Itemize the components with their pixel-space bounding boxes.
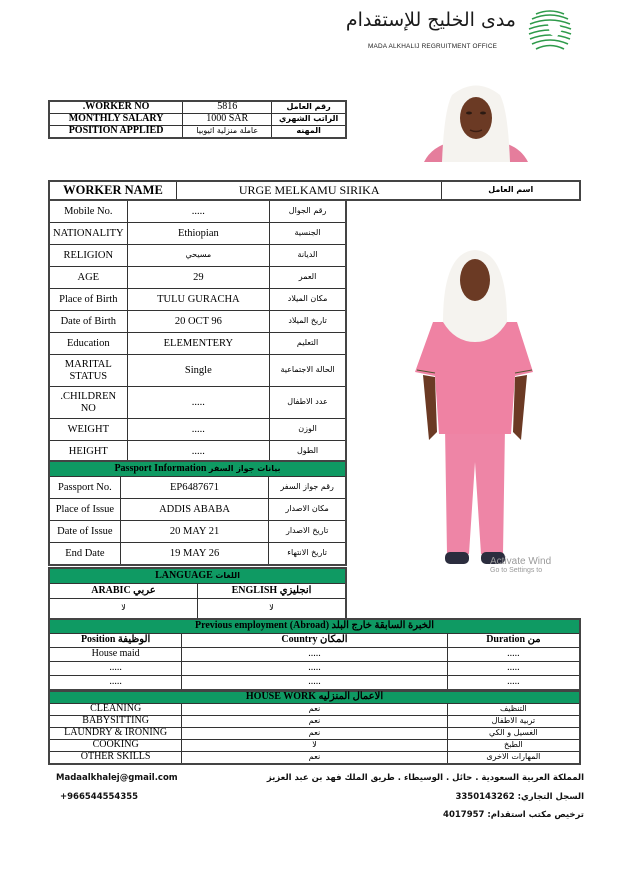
column-header-country: Country المكان [182, 634, 448, 648]
skill-value: لا [182, 740, 448, 752]
activate-windows-watermark [490, 556, 551, 574]
info-label-ar: عدد الاطفال [270, 387, 346, 419]
employment-row [49, 676, 580, 691]
skill-value: نعم [182, 716, 448, 728]
position-cell: ..... [49, 662, 182, 676]
position-cell: House maid [49, 648, 182, 662]
skill-value: نعم [182, 728, 448, 740]
nationality-value: Ethiopian [127, 223, 270, 245]
salary-value: 1000 SAR [183, 114, 272, 126]
passport-row [49, 499, 346, 521]
passport-row [49, 521, 346, 543]
passport-title-en: Passport Information [114, 462, 207, 474]
info-label-ar: الطول [270, 441, 346, 464]
skill-label: LAUNDRY & IRONING [49, 728, 182, 740]
globe-logo-icon [526, 6, 574, 54]
info-label: Place of Birth [49, 289, 127, 311]
country-cell: ..... [182, 648, 448, 662]
info-label: Education [49, 333, 127, 355]
skill-label: BABYSITTING [49, 716, 182, 728]
skill-label-ar: تربية الاطفال [447, 716, 580, 728]
passport-label-ar: تاريخ الانتهاء [269, 543, 346, 566]
skill-label: COOKING [49, 740, 182, 752]
position-cell: ..... [49, 676, 182, 691]
label-en: MONTHLY SALARY [49, 114, 183, 126]
passport-label: Place of Issue [49, 499, 120, 521]
position-value: عاملة منزلية اثيوبيا [183, 126, 272, 139]
info-row [49, 419, 346, 441]
footer-commercial-register: السجل التجاري: 3350143262 [455, 792, 584, 802]
info-label: WEIGHT [49, 419, 127, 441]
info-row [49, 311, 346, 333]
info-label-ar: الوزن [270, 419, 346, 441]
language-title-en: LANGUAGE [155, 569, 213, 581]
end-date-value: 19 MAY 26 [120, 543, 269, 566]
company-logo [345, 4, 578, 56]
info-label-ar: مكان الميلاد [270, 289, 346, 311]
children-value: ..... [127, 387, 270, 419]
passport-number-value: EP6487671 [120, 477, 269, 499]
skill-label: CLEANING [49, 704, 182, 716]
summary-row-worker-no [49, 101, 346, 114]
footer-phone[interactable]: +966544554355 [60, 792, 139, 802]
language-title-ar: اللغات [215, 570, 240, 580]
english-language-label: ENGLISH انجليزي [198, 584, 347, 599]
age-value: 29 [127, 267, 270, 289]
summary-row-salary [49, 114, 346, 126]
info-row [49, 245, 346, 267]
marital-status-value: Single [127, 355, 270, 387]
height-value: ..... [127, 441, 270, 464]
passport-table [48, 460, 347, 566]
label-ar: الراتب الشهري [272, 114, 346, 126]
footer-address: المملكة العربية السعودية . حائل . الوسيطاء . طريق الملك فهد بن عبد العزيز [266, 773, 584, 783]
arabic-language-value: لا [49, 599, 198, 620]
info-row [49, 355, 346, 387]
info-label-ar: التعليم [270, 333, 346, 355]
passport-label-ar: رقم جواز السفر [269, 477, 346, 499]
worker-no-value: 5816 [183, 101, 272, 114]
info-label-ar: تاريخ الميلاد [270, 311, 346, 333]
mobile-value: ..... [127, 200, 270, 223]
skill-row [49, 740, 580, 752]
skill-row [49, 704, 580, 716]
country-cell: ..... [182, 662, 448, 676]
personal-info-table [48, 199, 347, 464]
language-section-header [49, 568, 346, 584]
info-row [49, 333, 346, 355]
info-row [49, 200, 346, 223]
watermark-line-1: Activate Wind [490, 556, 552, 567]
employment-section-header: Previous employment (Abroad) الخبرة السابقة خارج البلد [49, 619, 580, 634]
duration-cell: ..... [447, 662, 580, 676]
info-row [49, 223, 346, 245]
skill-row [49, 716, 580, 728]
info-label: HEIGHT [49, 441, 127, 464]
passport-label: End Date [49, 543, 120, 566]
arabic-language-label: ARABIC عربي [49, 584, 198, 599]
religion-value: مسيحي [127, 245, 270, 267]
duration-cell: ..... [447, 676, 580, 691]
skill-value: نعم [182, 752, 448, 765]
label-ar: المهنه [272, 126, 346, 139]
skill-label-ar: الغسيل و الكي [447, 728, 580, 740]
skill-row [49, 752, 580, 765]
education-value: ELEMENTERY [127, 333, 270, 355]
passport-title-ar: بيانات جواز السفر [208, 463, 281, 473]
passport-label: Date of Issue [49, 521, 120, 543]
column-header-duration: Duration من [447, 634, 580, 648]
info-label: .CHILDREN NO [49, 387, 127, 419]
label-en: .WORKER NO [49, 101, 183, 114]
info-label: Mobile No. [49, 200, 127, 223]
employment-row [49, 662, 580, 676]
column-header-position: Position الوظيفة [49, 634, 182, 648]
info-label: RELIGION [49, 245, 127, 267]
info-label: MARITAL STATUS [49, 355, 127, 387]
info-label: AGE [49, 267, 127, 289]
footer-email[interactable]: Madaalkhalej@gmail.com [56, 773, 178, 783]
passport-row [49, 477, 346, 499]
passport-label: Passport No. [49, 477, 120, 499]
previous-employment-table [48, 618, 581, 691]
logo-english-name: MADA ALKHALIJ REGRUITMENT OFFICE [368, 43, 498, 50]
passport-label-ar: تاريخ الاصدار [269, 521, 346, 543]
info-label-ar: الديانة [270, 245, 346, 267]
duration-cell: ..... [447, 648, 580, 662]
skill-value: نعم [182, 704, 448, 716]
skill-label: OTHER SKILLS [49, 752, 182, 765]
label-en: POSITION APPLIED [49, 126, 183, 139]
info-label-ar: العمر [270, 267, 346, 289]
place-of-birth-value: TULU GURACHA [127, 289, 270, 311]
watermark-line-2: Go to Settings to [490, 567, 543, 574]
house-work-table [48, 690, 581, 765]
worker-name-label: WORKER NAME [49, 181, 176, 200]
skill-label-ar: التنظيف [447, 704, 580, 716]
skill-label-ar: المهارات الاخرى [447, 752, 580, 765]
footer-license: ترخيص مكتب استقدام: 4017957 [443, 810, 584, 820]
employment-row [49, 648, 580, 662]
english-language-value: لا [198, 599, 347, 620]
info-row [49, 289, 346, 311]
date-of-issue-value: 20 MAY 21 [120, 521, 269, 543]
country-cell: ..... [182, 676, 448, 691]
info-label-ar: الجنسية [270, 223, 346, 245]
info-label: NATIONALITY [49, 223, 127, 245]
summary-table [48, 100, 347, 139]
worker-name-value: URGE MELKAMU SIRIKA [176, 181, 442, 200]
label-ar: رقم العامل [272, 101, 346, 114]
info-row [49, 267, 346, 289]
info-label-ar: رقم الجوال [270, 200, 346, 223]
info-label: Date of Birth [49, 311, 127, 333]
worker-full-body-photo [405, 242, 545, 572]
info-label-ar: الحالة الاجتماعية [270, 355, 346, 387]
passport-row [49, 543, 346, 566]
worker-name-label-ar: اسم العامل [442, 181, 580, 200]
passport-label-ar: مكان الاصدار [269, 499, 346, 521]
weight-value: ..... [127, 419, 270, 441]
worker-name-table [48, 180, 581, 201]
skill-row [49, 728, 580, 740]
worker-portrait-photo [422, 80, 530, 162]
house-work-section-header: HOUSE WORK الاعمال المنزليه [49, 691, 580, 704]
language-table [48, 567, 347, 620]
summary-row-position [49, 126, 346, 139]
passport-section-header [49, 461, 346, 477]
info-row [49, 387, 346, 419]
skill-label-ar: الطبخ [447, 740, 580, 752]
place-of-issue-value: ADDIS ABABA [120, 499, 269, 521]
logo-arabic-name: مدى الخليج للإستقدام [345, 9, 516, 31]
date-of-birth-value: 20 OCT 96 [127, 311, 270, 333]
